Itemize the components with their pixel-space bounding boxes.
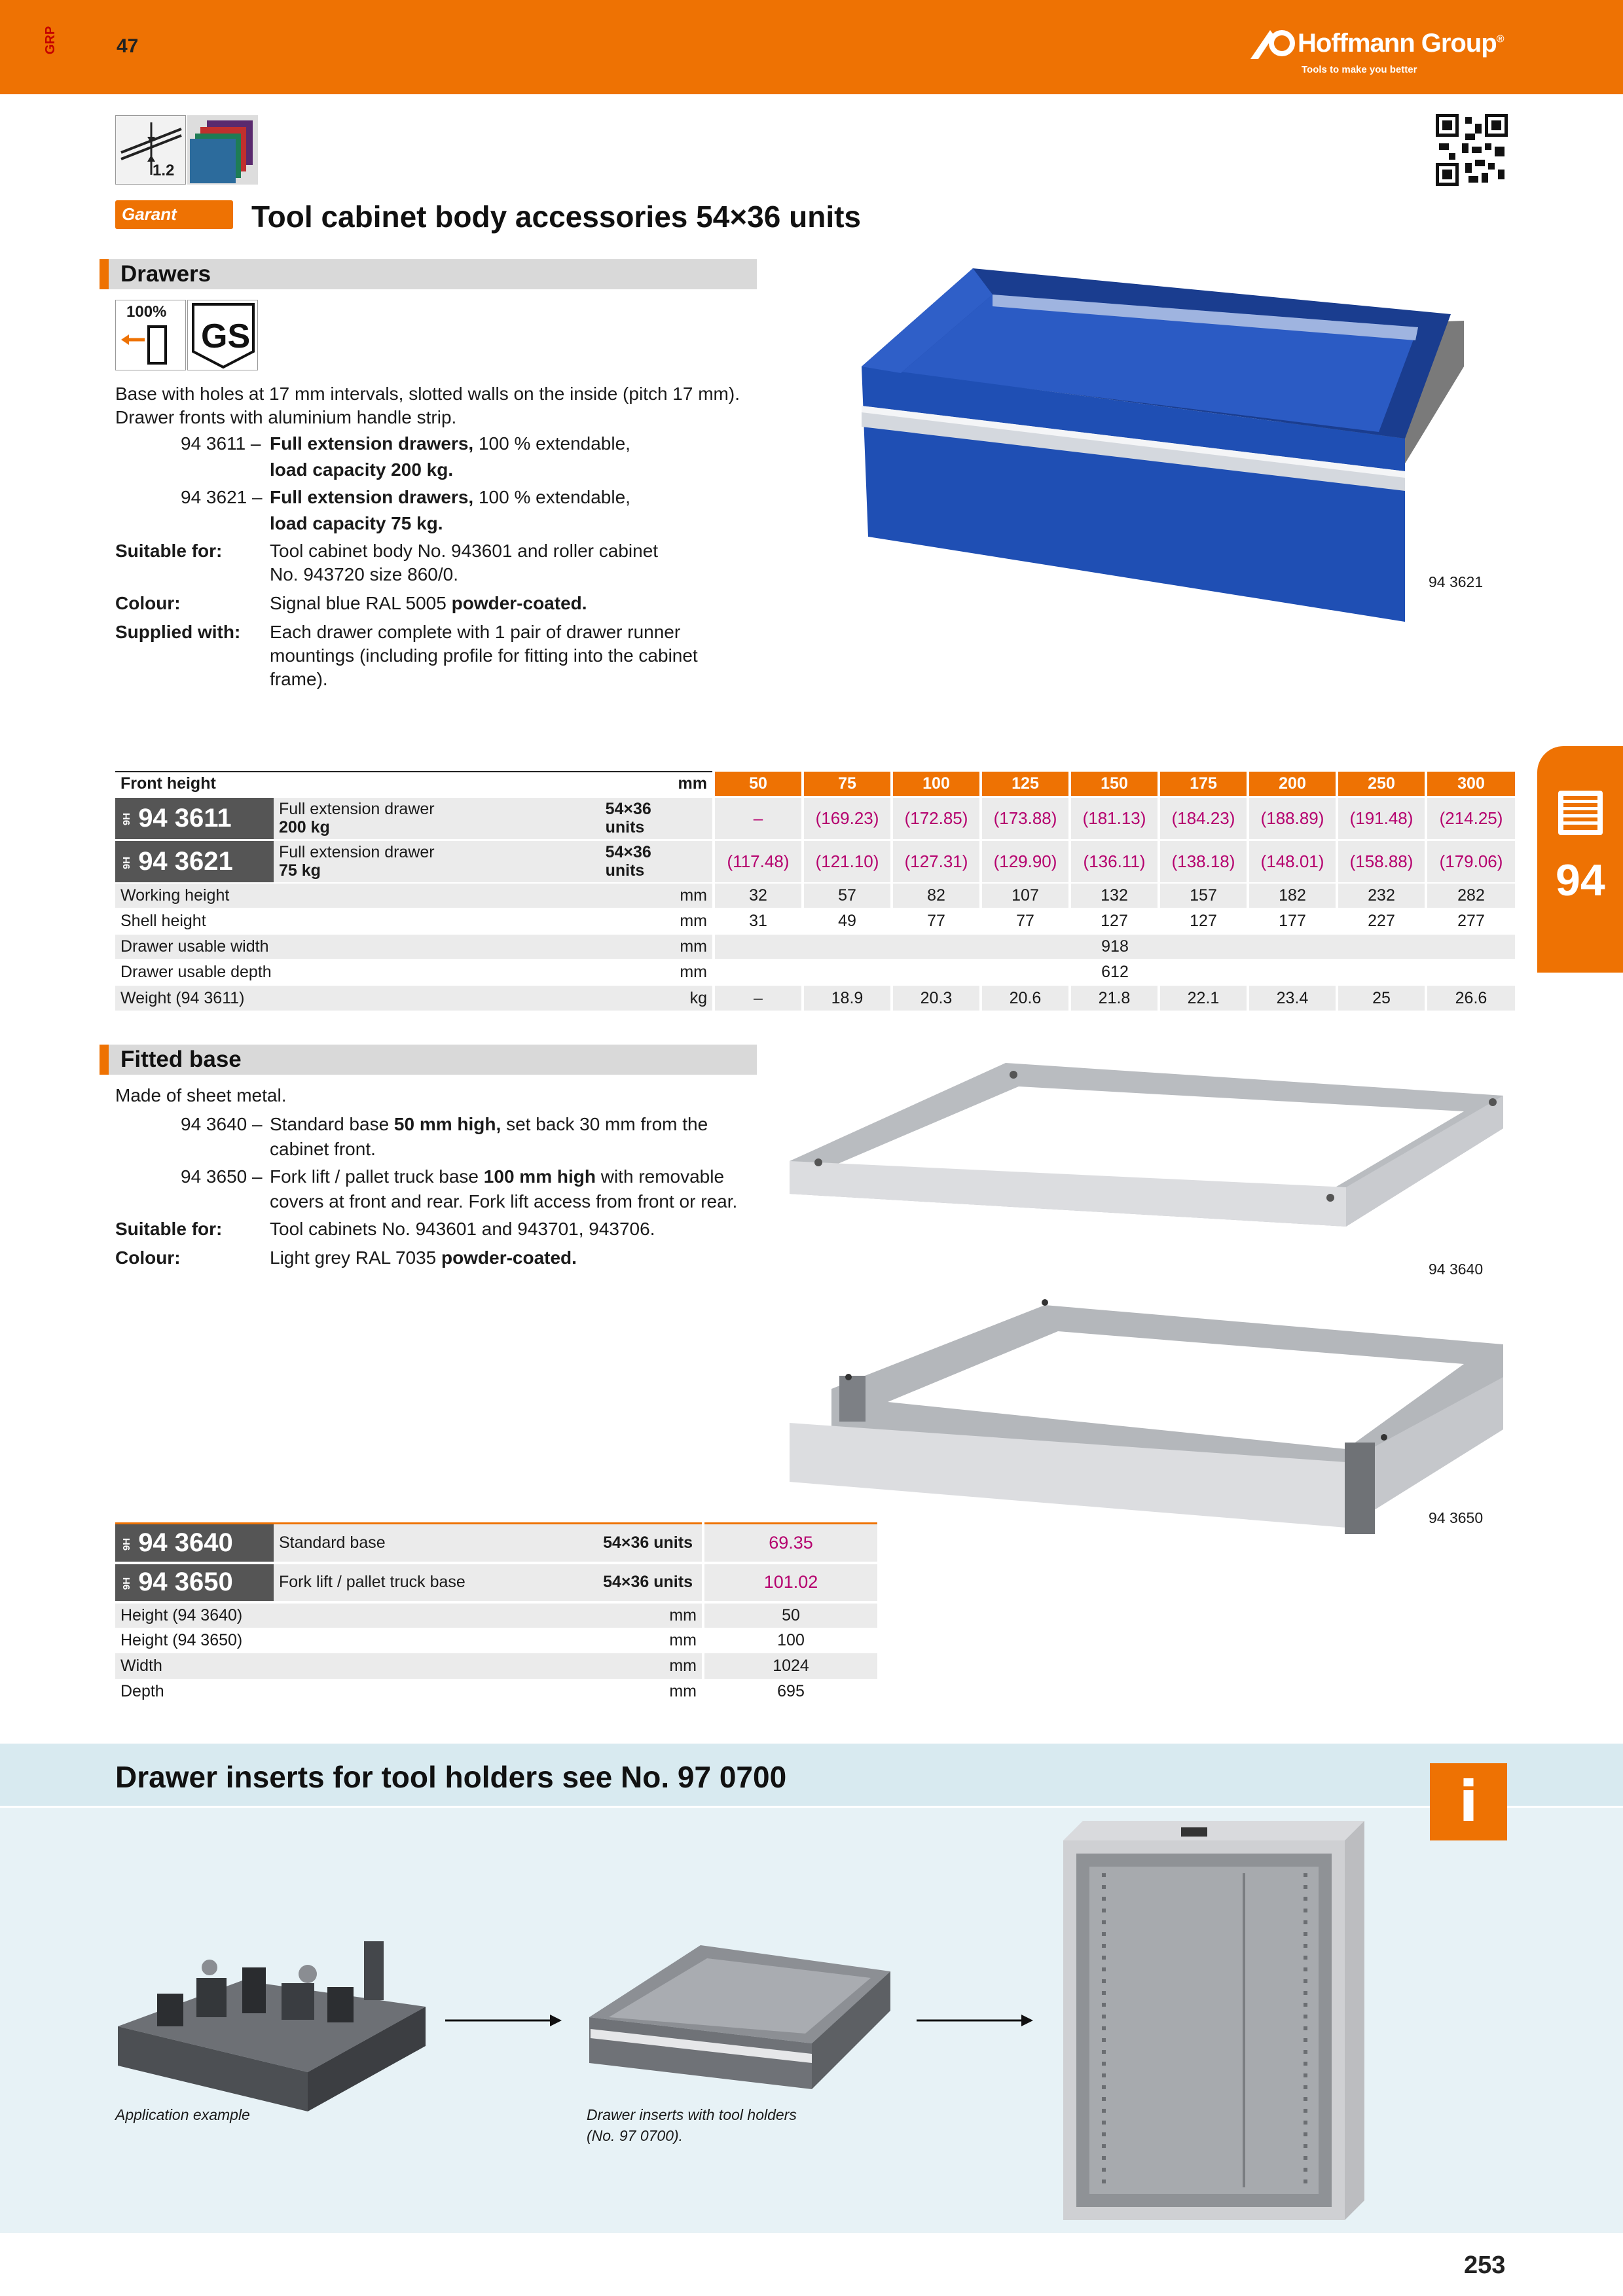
height-col: 75	[803, 772, 892, 797]
hoffmann-logo-icon	[1248, 26, 1298, 60]
article-number[interactable]: 9H 94 3640	[115, 1524, 274, 1563]
spec-value: 107	[981, 883, 1070, 908]
spec-label: Depth	[120, 1681, 164, 1700]
spec-value: 127	[1159, 908, 1248, 934]
spec-value: 77	[981, 908, 1070, 934]
arrow-right-icon	[917, 2011, 1034, 2030]
spec-value: 132	[1070, 883, 1159, 908]
spec-value: 612	[714, 960, 1515, 985]
supplied-text-1: Each drawer complete with 1 pair of drawer runner	[270, 622, 681, 642]
extension-label: 100%	[126, 303, 167, 321]
drawers-intro-1: Base with holes at 17 mm intervals, slotted walls on the inside (pitch 17 mm).	[115, 384, 740, 404]
base-variant-2-line2: covers at front and rear. Fork lift access from front or rear.	[270, 1191, 738, 1211]
spec-value: 157	[1159, 883, 1248, 908]
shell-height-row	[115, 908, 1515, 934]
article-size: 54×36 units	[556, 1524, 703, 1563]
price-cell: (158.88)	[1337, 840, 1426, 883]
spec-value: 18.9	[803, 985, 892, 1011]
spec-value: 22.1	[1159, 985, 1248, 1011]
article-number[interactable]: 9H 94 3621	[115, 840, 274, 883]
base-spec-row	[115, 1602, 877, 1628]
spec-unit: mm	[600, 883, 714, 908]
height-col: 200	[1248, 772, 1337, 797]
spec-label: Shell height	[115, 908, 600, 934]
info-title: Drawer inserts for tool holders see No. 97 0700	[115, 1760, 787, 1794]
suitable-text-1: Tool cabinet body No. 943601 and roller cabinet	[270, 541, 659, 561]
chapter-side-tab	[1537, 746, 1623, 973]
base-variant-1-line2: cabinet front.	[270, 1139, 376, 1159]
price-cell: (173.88)	[981, 797, 1070, 840]
front-height-unit: mm	[600, 772, 714, 797]
chapter-number: 47	[117, 35, 139, 57]
spec-unit: mm	[600, 934, 714, 960]
spec-value: 21.8	[1070, 985, 1159, 1011]
drawer-spec-table	[115, 771, 1515, 1011]
drawer-insert-caption-1: Drawer inserts with tool holders	[587, 2106, 797, 2123]
spec-value: 49	[803, 908, 892, 934]
base-variant-2-text: Fork lift / pallet truck base 100 mm high with removable	[270, 1166, 725, 1187]
brand-tagline: Tools to make you better	[1302, 64, 1417, 75]
supplied-text-2: mountings (including profile for fitting into the cabinet	[270, 645, 698, 666]
spec-unit: kg	[600, 985, 714, 1011]
spec-unit: mm	[669, 1630, 697, 1649]
table-row	[115, 1563, 877, 1602]
article-description: Full extension drawer 75 kg	[274, 840, 600, 883]
spec-value: 100	[703, 1628, 877, 1653]
spec-value: 232	[1337, 883, 1426, 908]
colour-label: Colour:	[115, 593, 181, 613]
spec-value: 20.6	[981, 985, 1070, 1011]
base-suitable-text: Tool cabinets No. 943601 and 943701, 943706.	[270, 1219, 655, 1239]
price-cell: (169.23)	[803, 797, 892, 840]
arrow-right-icon	[445, 2011, 563, 2030]
spec-value: –	[714, 985, 803, 1011]
height-col: 250	[1337, 772, 1426, 797]
price-cell: (188.89)	[1248, 797, 1337, 840]
qr-code-icon	[1436, 113, 1508, 187]
spec-value: 20.3	[892, 985, 981, 1011]
drawer-insert-image	[583, 1939, 903, 2096]
height-col: 100	[892, 772, 981, 797]
price-cell: (172.85)	[892, 797, 981, 840]
spec-value: 182	[1248, 883, 1337, 908]
variant-2-code: 94 3621 –	[181, 487, 263, 507]
price-cell: (138.18)	[1159, 840, 1248, 883]
spec-value: 177	[1248, 908, 1337, 934]
spec-value: 82	[892, 883, 981, 908]
variant-2-load: load capacity 75 kg.	[270, 513, 443, 533]
base-variant-1-text: Standard base 50 mm high, set back 30 mm from the	[270, 1114, 708, 1134]
spec-unit: mm	[556, 1653, 703, 1679]
article-size: 54×36 units	[600, 797, 714, 840]
weight-row	[115, 985, 1515, 1011]
drawers-heading: Drawers	[100, 259, 757, 289]
spec-value: 32	[714, 883, 803, 908]
height-col: 50	[714, 772, 803, 797]
price-cell: (148.01)	[1248, 840, 1337, 883]
spec-value: 127	[1070, 908, 1159, 934]
spec-label: Working height	[115, 883, 600, 908]
article-size: 54×36 units	[600, 840, 714, 883]
base-colour-label: Colour:	[115, 1247, 181, 1268]
base-spec-row	[115, 1679, 877, 1704]
forklift-base-image	[783, 1292, 1510, 1547]
full-extension-icon	[115, 300, 186, 370]
height-col: 300	[1426, 772, 1515, 797]
price-cell: (184.23)	[1159, 797, 1248, 840]
price-cell: 101.02	[703, 1563, 877, 1602]
info-icon: i	[1430, 1763, 1507, 1840]
height-col: 150	[1070, 772, 1159, 797]
spec-value: 25	[1337, 985, 1426, 1011]
spec-value: 282	[1426, 883, 1515, 908]
price-cell: (121.10)	[803, 840, 892, 883]
price-cell: (214.25)	[1426, 797, 1515, 840]
base-suitable-label: Suitable for:	[115, 1219, 223, 1239]
spec-value: 31	[714, 908, 803, 934]
table-row	[115, 1524, 877, 1563]
working-height-row	[115, 883, 1515, 908]
spec-label: Drawer usable width	[115, 934, 600, 960]
price-cell: (136.11)	[1070, 840, 1159, 883]
spec-label: Width	[115, 1653, 556, 1679]
spec-unit: mm	[600, 960, 714, 985]
price-cell: –	[714, 797, 803, 840]
usable-depth-row	[115, 960, 1515, 985]
usable-width-row	[115, 934, 1515, 960]
page-number: 253	[1464, 2251, 1506, 2279]
base-spec-row	[115, 1653, 877, 1679]
article-description: Full extension drawer 200 kg	[274, 797, 600, 840]
header-bar	[0, 0, 1623, 94]
spec-value: 23.4	[1248, 985, 1337, 1011]
spec-value: 1024	[703, 1653, 877, 1679]
suitable-label: Suitable for:	[115, 541, 223, 561]
garant-logo: Garant	[115, 200, 233, 229]
drawers-intro-2: Drawer fronts with aluminium handle strip.	[115, 407, 457, 427]
spec-value: 277	[1426, 908, 1515, 934]
spec-value: 26.6	[1426, 985, 1515, 1011]
brand-name: Hoffmann Group®	[1298, 29, 1504, 58]
price-cell: (127.31)	[892, 840, 981, 883]
article-description: Fork lift / pallet truck base	[274, 1563, 556, 1602]
drawer-image	[776, 255, 1470, 622]
sheet-thickness-icon	[115, 115, 186, 185]
spec-label: Height (94 3640)	[115, 1602, 556, 1628]
application-example-image	[111, 1915, 432, 2118]
base-colour-text: Light grey RAL 7035 powder-coated.	[270, 1247, 577, 1268]
suitable-text-2: No. 943720 size 860/0.	[270, 564, 458, 584]
standard-base-caption: 94 3640	[1429, 1261, 1484, 1278]
base-variant-1-code: 94 3640 –	[181, 1114, 263, 1134]
price-cell: (191.48)	[1337, 797, 1426, 840]
spec-value: 695	[703, 1679, 877, 1704]
article-description: Standard base	[274, 1524, 556, 1563]
spec-label: Weight (94 3611)	[115, 985, 600, 1011]
base-intro: Made of sheet metal.	[115, 1085, 287, 1105]
colour-text: Signal blue RAL 5005 powder-coated.	[270, 593, 587, 613]
base-variant-2-code: 94 3650 –	[181, 1166, 263, 1187]
table-row	[115, 840, 1515, 883]
article-size: 54×36 units	[556, 1563, 703, 1602]
application-example-caption: Application example	[115, 2106, 250, 2123]
spec-label: Drawer usable depth	[115, 960, 600, 985]
spec-value: 50	[703, 1602, 877, 1628]
spec-unit: mm	[600, 908, 714, 934]
price-cell: (181.13)	[1070, 797, 1159, 840]
spec-value: 77	[892, 908, 981, 934]
price-cell: (117.48)	[714, 840, 803, 883]
supplied-label: Supplied with:	[115, 622, 241, 642]
front-height-label: Front height	[115, 772, 600, 797]
spec-label: Height (94 3650)	[120, 1630, 243, 1649]
front-height-row	[115, 772, 1515, 797]
forklift-base-caption: 94 3650	[1429, 1509, 1484, 1526]
svg-text:GS: GS	[201, 317, 251, 355]
table-row	[115, 797, 1515, 840]
tool-cabinet-image	[1057, 1814, 1371, 2224]
article-number[interactable]: 9H 94 3650	[115, 1563, 274, 1602]
drawer-image-caption: 94 3621	[1429, 573, 1484, 590]
spec-unit: mm	[556, 1602, 703, 1628]
gs-certified-icon	[187, 300, 258, 370]
variant-1-text: Full extension drawers, 100 % extendable,	[270, 433, 630, 454]
chapter-tab-number: 94	[1556, 855, 1605, 905]
variant-2-text: Full extension drawers, 100 % extendable,	[270, 487, 630, 507]
spec-unit: mm	[669, 1681, 697, 1700]
base-spec-row	[115, 1628, 877, 1653]
supplied-text-3: frame).	[270, 669, 328, 689]
drawer-insert-caption-2: (No. 97 0700).	[587, 2127, 684, 2144]
spec-value: 227	[1337, 908, 1426, 934]
standard-base-image	[783, 1056, 1510, 1253]
colour-swatches-icon	[187, 115, 258, 185]
fitted-base-heading: Fitted base	[100, 1045, 757, 1075]
spec-value: 918	[714, 934, 1515, 960]
variant-1-code: 94 3611 –	[181, 433, 261, 454]
spec-value: 57	[803, 883, 892, 908]
base-spec-table	[115, 1522, 877, 1704]
page-title: Tool cabinet body accessories 54×36 units	[251, 200, 862, 234]
article-number[interactable]: 9H 94 3611	[115, 797, 274, 840]
variant-1-load: load capacity 200 kg.	[270, 459, 454, 480]
cabinet-icon	[1557, 789, 1604, 836]
thickness-label: 1.2	[153, 162, 175, 179]
side-code: GRP	[43, 26, 58, 55]
height-col: 125	[981, 772, 1070, 797]
price-cell: 69.35	[703, 1524, 877, 1563]
price-cell: (179.06)	[1426, 840, 1515, 883]
height-col: 175	[1159, 772, 1248, 797]
price-cell: (129.90)	[981, 840, 1070, 883]
